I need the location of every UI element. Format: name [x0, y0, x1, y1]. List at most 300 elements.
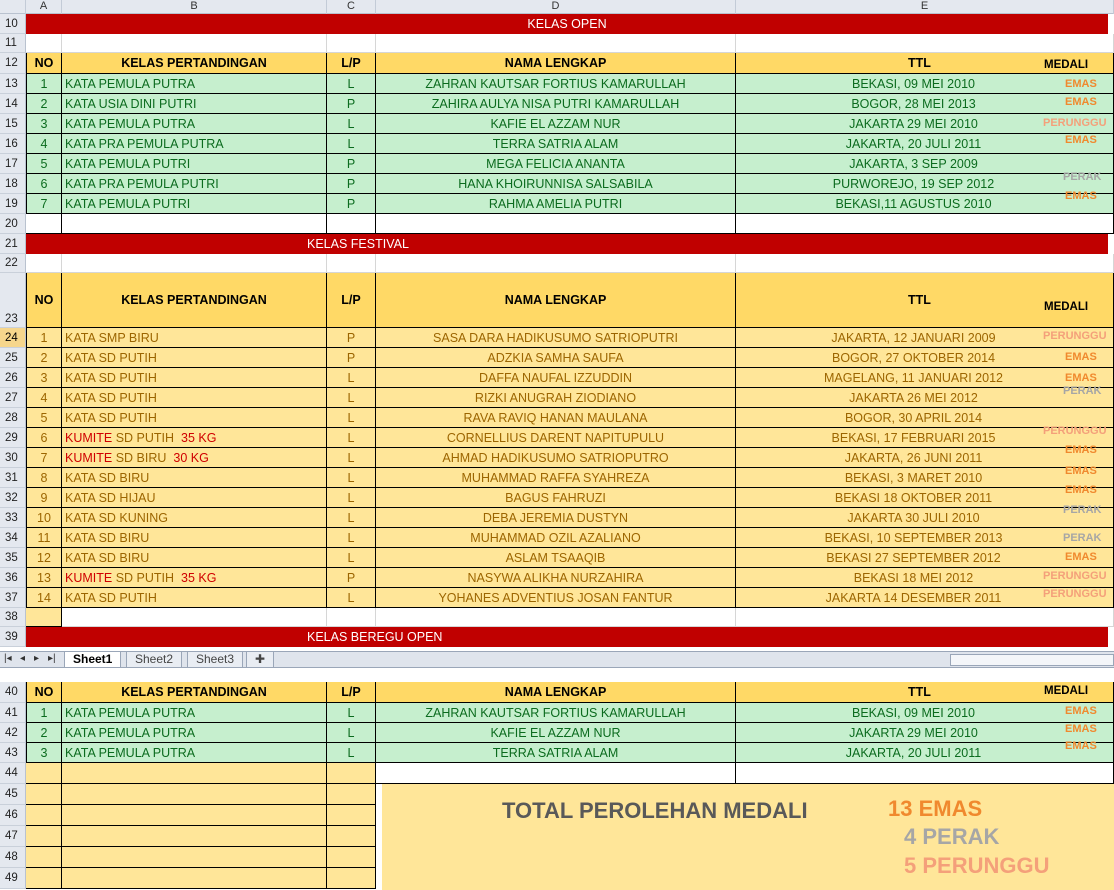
- kelas-label: SD PUTIH: [112, 570, 178, 585]
- cell-no[interactable]: 2: [26, 94, 62, 114]
- section-banner[interactable]: KELAS OPEN: [26, 14, 1108, 34]
- cell-kelas[interactable]: KATA PEMULA PUTRA: [62, 743, 327, 763]
- cell-lp[interactable]: L: [327, 114, 376, 134]
- cell-nama[interactable]: TERRA SATRIA ALAM: [376, 743, 736, 763]
- medal-emas-label: EMAS: [1065, 723, 1097, 735]
- column-header-a[interactable]: A: [26, 0, 62, 14]
- row-number[interactable]: 22: [0, 254, 26, 273]
- header-kelas[interactable]: KELAS PERTANDINGAN: [62, 53, 327, 74]
- horizontal-scrollbar[interactable]: [950, 654, 1114, 666]
- empty-cell[interactable]: [62, 763, 327, 784]
- row-number[interactable]: 12: [0, 53, 26, 74]
- cell-lp[interactable]: P: [327, 348, 376, 368]
- cell-nama[interactable]: BAGUS FAHRUZI: [376, 488, 736, 508]
- empty-cell[interactable]: [736, 34, 1114, 53]
- row-number[interactable]: 34: [0, 528, 26, 548]
- empty-cell[interactable]: [376, 608, 736, 627]
- total-title: TOTAL PEROLEHAN MEDALI: [502, 798, 808, 823]
- header-ttl[interactable]: TTL: [736, 682, 1114, 703]
- cell-kelas[interactable]: KATA PRA PEMULA PUTRA: [62, 134, 327, 154]
- cell-nama[interactable]: ADZKIA SAMHA SAUFA: [376, 348, 736, 368]
- medal-emas-label: EMAS: [1065, 551, 1097, 563]
- pane-split: [0, 668, 1114, 682]
- cell-ttl[interactable]: BEKASI 18 MEI 2012: [736, 568, 1114, 588]
- row-number[interactable]: 23: [0, 273, 26, 328]
- cell-kelas[interactable]: KATA SD BIRU: [62, 528, 327, 548]
- sheet-row: [0, 134, 1114, 154]
- cell-no[interactable]: 7: [26, 194, 62, 214]
- cell-ttl[interactable]: JAKARTA, 20 JULI 2011: [736, 743, 1114, 763]
- sheet-row: [0, 504, 1114, 528]
- header-ttl[interactable]: TTL: [736, 53, 1114, 74]
- cell-kelas[interactable]: KATA SD BIRU: [62, 468, 327, 488]
- empty-cell[interactable]: [26, 826, 62, 847]
- empty-cell[interactable]: [26, 763, 62, 784]
- row-number[interactable]: 40: [0, 682, 26, 703]
- cell-nama[interactable]: NASYWA ALIKHA NURZAHIRA: [376, 568, 736, 588]
- cell-ttl[interactable]: BOGOR, 28 MEI 2013: [736, 94, 1114, 114]
- cell-nama[interactable]: MUHAMMAD RAFFA SYAHREZA: [376, 468, 736, 488]
- cell-kelas[interactable]: KATA SD PUTIH: [62, 408, 327, 428]
- cell-no[interactable]: 1: [26, 328, 62, 348]
- medal-emas-label: EMAS: [1065, 444, 1097, 456]
- cell-lp[interactable]: L: [327, 548, 376, 568]
- weight-label: 30 KG: [169, 450, 209, 465]
- empty-cell[interactable]: [26, 214, 62, 234]
- cell-ttl[interactable]: JAKARTA 14 DESEMBER 2011: [736, 588, 1114, 608]
- cell-lp[interactable]: P: [327, 194, 376, 214]
- sheet-row: [0, 408, 1114, 428]
- row-number[interactable]: 36: [0, 568, 26, 588]
- cell-no[interactable]: 6: [26, 428, 62, 448]
- cell-no[interactable]: 8: [26, 468, 62, 488]
- empty-cell[interactable]: [327, 826, 376, 847]
- cell-lp[interactable]: L: [327, 74, 376, 94]
- cell-ttl[interactable]: JAKARTA, 26 JUNI 2011: [736, 448, 1114, 468]
- header-ttl[interactable]: TTL: [736, 273, 1114, 328]
- cell-nama[interactable]: ASLAM TSAAQIB: [376, 548, 736, 568]
- sheet-tab-3[interactable]: Sheet3: [187, 652, 243, 668]
- cell-kelas[interactable]: KATA PEMULA PUTRI: [62, 194, 327, 214]
- column-header-d[interactable]: D: [376, 0, 736, 14]
- medal-emas-label: EMAS: [1065, 96, 1097, 108]
- cell-lp[interactable]: L: [327, 468, 376, 488]
- sheet-row: [0, 763, 1114, 784]
- cell-kelas[interactable]: KATA SD KUNING: [62, 508, 327, 528]
- empty-cell[interactable]: [376, 763, 736, 784]
- empty-cell[interactable]: [26, 868, 62, 889]
- empty-cell[interactable]: [62, 868, 327, 889]
- row-number[interactable]: 14: [0, 94, 26, 114]
- header-no[interactable]: NO: [26, 53, 62, 74]
- sheet-row: [0, 444, 1114, 468]
- cell-nama[interactable]: ZAHIRA AULYA NISA PUTRI KAMARULLAH: [376, 94, 736, 114]
- row-number[interactable]: 38: [0, 608, 26, 627]
- header-no[interactable]: NO: [26, 682, 62, 703]
- empty-cell[interactable]: [62, 214, 327, 234]
- empty-cell[interactable]: [327, 805, 376, 826]
- cell-nama[interactable]: RIZKI ANUGRAH ZIODIANO: [376, 388, 736, 408]
- cell-lp[interactable]: L: [327, 528, 376, 548]
- header-nama[interactable]: NAMA LENGKAP: [376, 682, 736, 703]
- sheet-row: [0, 465, 1114, 488]
- empty-cell[interactable]: [327, 763, 376, 784]
- header-no[interactable]: NO: [26, 273, 62, 328]
- cell-lp[interactable]: P: [327, 94, 376, 114]
- cell-no[interactable]: 13: [26, 568, 62, 588]
- last-sheet-icon[interactable]: ▸|: [48, 653, 56, 664]
- sheet-row: [0, 74, 1114, 94]
- row-number[interactable]: 15: [0, 114, 26, 134]
- cell-nama[interactable]: HANA KHOIRUNNISA SALSABILA: [376, 174, 736, 194]
- cell-lp[interactable]: L: [327, 368, 376, 388]
- cell-lp[interactable]: L: [327, 388, 376, 408]
- cell-kelas[interactable]: [62, 428, 327, 448]
- empty-cell[interactable]: [376, 34, 736, 53]
- first-sheet-icon[interactable]: |◂: [4, 653, 12, 664]
- empty-cell[interactable]: [736, 763, 1114, 784]
- cell-lp[interactable]: L: [327, 448, 376, 468]
- medal-perunggu-label: PERUNGGU: [1043, 588, 1107, 600]
- column-header-e[interactable]: E: [736, 0, 1114, 14]
- row-number[interactable]: 26: [0, 368, 26, 388]
- row-number[interactable]: 11: [0, 34, 26, 53]
- medal-emas-label: EMAS: [1065, 78, 1097, 90]
- cell-nama[interactable]: TERRA SATRIA ALAM: [376, 134, 736, 154]
- cell-no[interactable]: 9: [26, 488, 62, 508]
- cell-nama[interactable]: DEBA JEREMIA DUSTYN: [376, 508, 736, 528]
- row-number[interactable]: 48: [0, 847, 26, 868]
- section-banner[interactable]: KELAS BEREGU OPEN: [26, 627, 1108, 647]
- cell-lp[interactable]: L: [327, 743, 376, 763]
- cell-lp[interactable]: L: [327, 134, 376, 154]
- cell-ttl[interactable]: BEKASI, 17 FEBRUARI 2015: [736, 428, 1114, 448]
- row-number[interactable]: 37: [0, 588, 26, 608]
- header-lp[interactable]: L/P: [327, 53, 376, 74]
- row-number[interactable]: 49: [0, 868, 26, 889]
- cell-no[interactable]: 3: [26, 368, 62, 388]
- cell-lp[interactable]: P: [327, 568, 376, 588]
- header-nama[interactable]: NAMA LENGKAP: [376, 53, 736, 74]
- cell-kelas[interactable]: KATA PRA PEMULA PUTRI: [62, 174, 327, 194]
- cell-lp[interactable]: P: [327, 154, 376, 174]
- cell-no[interactable]: 4: [26, 134, 62, 154]
- sheet-row: [0, 114, 1114, 134]
- cell-kelas[interactable]: KATA PEMULA PUTRA: [62, 114, 327, 134]
- empty-cell[interactable]: [62, 34, 327, 53]
- medal-perunggu-label: PERUNGGU: [1043, 330, 1107, 342]
- cell-ttl[interactable]: BOGOR, 27 OKTOBER 2014: [736, 348, 1114, 368]
- row-number[interactable]: 17: [0, 154, 26, 174]
- cell-lp[interactable]: P: [327, 174, 376, 194]
- cell-lp[interactable]: L: [327, 588, 376, 608]
- sheet-row: [0, 484, 1114, 508]
- cell-nama[interactable]: KAFIE EL AZZAM NUR: [376, 114, 736, 134]
- column-header-b[interactable]: B: [62, 0, 327, 14]
- row-number[interactable]: 33: [0, 508, 26, 528]
- cell-no[interactable]: 4: [26, 388, 62, 408]
- row-number[interactable]: 10: [0, 14, 26, 34]
- cell-nama[interactable]: ZAHRAN KAUTSAR FORTIUS KAMARULLAH: [376, 703, 736, 723]
- total-emas: 13 EMAS: [888, 796, 983, 821]
- row-number[interactable]: 44: [0, 763, 26, 784]
- insert-sheet-icon[interactable]: ✚: [246, 652, 274, 668]
- medal-emas-label: EMAS: [1065, 465, 1097, 477]
- cell-nama[interactable]: KAFIE EL AZZAM NUR: [376, 723, 736, 743]
- row-number[interactable]: 42: [0, 723, 26, 743]
- medal-emas-label: EMAS: [1065, 740, 1097, 752]
- sheet-row: [0, 608, 1114, 627]
- header-kelas[interactable]: KELAS PERTANDINGAN: [62, 273, 327, 328]
- cell-nama[interactable]: DAFFA NAUFAL IZZUDDIN: [376, 368, 736, 388]
- row-number[interactable]: 47: [0, 826, 26, 847]
- row-number[interactable]: 32: [0, 488, 26, 508]
- cell-no[interactable]: 11: [26, 528, 62, 548]
- prev-sheet-icon[interactable]: ◂: [20, 653, 26, 664]
- empty-cell[interactable]: [376, 254, 736, 273]
- row-number[interactable]: 16: [0, 134, 26, 154]
- cell-ttl[interactable]: MAGELANG, 11 JANUARI 2012: [736, 368, 1114, 388]
- column-header-bar: [0, 0, 1114, 14]
- cell-lp[interactable]: P: [327, 328, 376, 348]
- row-number[interactable]: 25: [0, 348, 26, 368]
- cell-kelas[interactable]: KATA PEMULA PUTRI: [62, 154, 327, 174]
- header-medali: MEDALI: [1044, 301, 1089, 313]
- row-number[interactable]: 19: [0, 194, 26, 214]
- cell-nama[interactable]: ZAHRAN KAUTSAR FORTIUS KAMARULLAH: [376, 74, 736, 94]
- cell-no[interactable]: 3: [26, 114, 62, 134]
- empty-cell[interactable]: [26, 847, 62, 868]
- cell-ttl[interactable]: JAKARTA 29 MEI 2010: [736, 114, 1114, 134]
- sheet-row: [0, 154, 1114, 174]
- cell-ttl[interactable]: BEKASI, 09 MEI 2010: [736, 703, 1114, 723]
- cell-nama[interactable]: RAHMA AMELIA PUTRI: [376, 194, 736, 214]
- column-header-c[interactable]: C: [327, 0, 376, 14]
- cell-no[interactable]: 5: [26, 408, 62, 428]
- empty-cell[interactable]: [327, 784, 376, 805]
- row-number[interactable]: 21: [0, 234, 26, 254]
- cell-ttl[interactable]: BEKASI, 09 MEI 2010: [736, 74, 1114, 94]
- medal-perak-label: PERAK: [1063, 504, 1102, 516]
- row-number[interactable]: 39: [0, 627, 26, 647]
- cell-ttl[interactable]: BEKASI 18 OKTOBER 2011: [736, 488, 1114, 508]
- cell-nama[interactable]: RAVA RAVIQ HANAN MAULANA: [376, 408, 736, 428]
- cell-nama[interactable]: MUHAMMAD OZIL AZALIANO: [376, 528, 736, 548]
- row-number[interactable]: 18: [0, 174, 26, 194]
- cell-no[interactable]: 3: [26, 743, 62, 763]
- sheet-row: [0, 847, 1114, 868]
- sheet-tab-1[interactable]: Sheet1: [64, 652, 121, 668]
- cell-no[interactable]: 10: [26, 508, 62, 528]
- empty-cell[interactable]: [327, 847, 376, 868]
- header-medali: MEDALI: [1044, 685, 1089, 697]
- empty-cell[interactable]: [327, 868, 376, 889]
- weight-label: 35 KG: [177, 430, 217, 445]
- empty-cell[interactable]: [62, 254, 327, 273]
- cell-ttl[interactable]: BEKASI 27 SEPTEMBER 2012: [736, 548, 1114, 568]
- sheet-row: [0, 214, 1114, 234]
- row-number[interactable]: 41: [0, 703, 26, 723]
- cell-no[interactable]: 6: [26, 174, 62, 194]
- cell-ttl[interactable]: PURWOREJO, 19 SEP 2012: [736, 174, 1114, 194]
- empty-cell[interactable]: [62, 784, 327, 805]
- empty-cell[interactable]: [327, 254, 376, 273]
- row-number[interactable]: 30: [0, 448, 26, 468]
- empty-cell[interactable]: [736, 608, 1114, 627]
- header-lp[interactable]: L/P: [327, 273, 376, 328]
- sheet-row: [0, 568, 1114, 588]
- cell-ttl[interactable]: JAKARTA, 3 SEP 2009: [736, 154, 1114, 174]
- row-number[interactable]: 24: [0, 328, 26, 348]
- medal-perunggu-label: PERUNGGU: [1043, 425, 1107, 437]
- cell-nama[interactable]: AHMAD HADIKUSUMO SATRIOPUTRO: [376, 448, 736, 468]
- cell-lp[interactable]: L: [327, 408, 376, 428]
- empty-cell[interactable]: [376, 214, 736, 234]
- cell-ttl[interactable]: JAKARTA 30 JULI 2010: [736, 508, 1114, 528]
- next-sheet-icon[interactable]: ▸: [34, 653, 40, 664]
- row-number[interactable]: 46: [0, 805, 26, 826]
- row-number[interactable]: 13: [0, 74, 26, 94]
- empty-cell[interactable]: [62, 805, 327, 826]
- sheet-row: [0, 868, 1114, 889]
- sheet-row: [0, 368, 1114, 388]
- cell-kelas[interactable]: KATA SD BIRU: [62, 548, 327, 568]
- row-number[interactable]: 45: [0, 784, 26, 805]
- cell-no[interactable]: 7: [26, 448, 62, 468]
- empty-cell[interactable]: [62, 608, 327, 627]
- cell-ttl[interactable]: JAKARTA, 20 JULI 2011: [736, 134, 1114, 154]
- cell-no[interactable]: 1: [26, 74, 62, 94]
- row-number[interactable]: 31: [0, 468, 26, 488]
- cell-nama[interactable]: MEGA FELICIA ANANTA: [376, 154, 736, 174]
- empty-cell[interactable]: [26, 805, 62, 826]
- empty-cell[interactable]: [327, 214, 376, 234]
- kumite-label: KUMITE: [65, 570, 113, 585]
- medal-emas-label: EMAS: [1065, 134, 1097, 146]
- cell-nama[interactable]: CORNELLIUS DARENT NAPITUPULU: [376, 428, 736, 448]
- sheet-row: [0, 425, 1114, 448]
- cell-kelas[interactable]: KATA SD PUTIH: [62, 388, 327, 408]
- cell-nama[interactable]: SASA DARA HADIKUSUMO SATRIOPUTRI: [376, 328, 736, 348]
- medal-emas-label: EMAS: [1065, 484, 1097, 496]
- row-number[interactable]: 28: [0, 408, 26, 428]
- total-perak: 4 PERAK: [904, 824, 1000, 849]
- cell-kelas[interactable]: KATA SMP BIRU: [62, 328, 327, 348]
- row-number[interactable]: 20: [0, 214, 26, 234]
- empty-cell[interactable]: [736, 214, 1114, 234]
- sheet-row: [0, 723, 1114, 743]
- sheet-tabs-bar: [0, 651, 1114, 668]
- medal-emas-label: EMAS: [1065, 190, 1097, 202]
- cell-ttl[interactable]: BEKASI, 3 MARET 2010: [736, 468, 1114, 488]
- cell-kelas[interactable]: KATA SD PUTIH: [62, 368, 327, 388]
- header-medali: MEDALI: [1044, 59, 1089, 71]
- section-banner[interactable]: KELAS FESTIVAL: [26, 234, 1108, 254]
- sheet-row: [0, 805, 1114, 826]
- header-kelas[interactable]: KELAS PERTANDINGAN: [62, 682, 327, 703]
- cell-lp[interactable]: L: [327, 723, 376, 743]
- cell-kelas[interactable]: [62, 568, 327, 588]
- cell-lp[interactable]: L: [327, 508, 376, 528]
- cell-ttl[interactable]: JAKARTA, 12 JANUARI 2009: [736, 328, 1114, 348]
- empty-cell[interactable]: [736, 254, 1114, 273]
- cell-no[interactable]: 2: [26, 723, 62, 743]
- kumite-label: KUMITE: [65, 450, 113, 465]
- header-nama[interactable]: NAMA LENGKAP: [376, 273, 736, 328]
- kelas-label: SD PUTIH: [112, 430, 178, 445]
- cell-ttl[interactable]: BEKASI, 10 SEPTEMBER 2013: [736, 528, 1114, 548]
- sheet-row: [0, 784, 1114, 805]
- empty-cell[interactable]: [327, 34, 376, 53]
- sheet-row: [0, 171, 1114, 194]
- medal-emas-label: EMAS: [1065, 372, 1097, 384]
- sheet-row: [0, 34, 1114, 53]
- cell-kelas[interactable]: KATA PEMULA PUTRA: [62, 703, 327, 723]
- sheet-row: [0, 14, 1114, 34]
- row-number[interactable]: 43: [0, 743, 26, 763]
- cell-kelas[interactable]: KATA PEMULA PUTRA: [62, 74, 327, 94]
- cell-ttl[interactable]: BEKASI,11 AGUSTUS 2010: [736, 194, 1114, 214]
- sheet-row: [0, 528, 1114, 548]
- cell-kelas[interactable]: KATA SD PUTIH: [62, 348, 327, 368]
- cell-ttl[interactable]: BOGOR, 30 APRIL 2014: [736, 408, 1114, 428]
- empty-cell[interactable]: [26, 784, 62, 805]
- cell-kelas[interactable]: KATA PEMULA PUTRA: [62, 723, 327, 743]
- kelas-label: SD BIRU: [112, 450, 170, 465]
- empty-cell[interactable]: [327, 608, 376, 627]
- empty-cell[interactable]: [62, 826, 327, 847]
- sheet-row: [0, 682, 1114, 703]
- sheet-tab-2[interactable]: Sheet2: [126, 652, 182, 668]
- cell-no[interactable]: 1: [26, 703, 62, 723]
- cell-kelas[interactable]: KATA SD HIJAU: [62, 488, 327, 508]
- sheet-row: [0, 328, 1114, 348]
- sheet-row: [0, 254, 1114, 273]
- header-lp[interactable]: L/P: [327, 682, 376, 703]
- empty-cell[interactable]: [26, 34, 62, 53]
- cell-no[interactable]: 14: [26, 588, 62, 608]
- medal-perunggu-label: PERUNGGU: [1043, 117, 1107, 129]
- sheet-row: [0, 190, 1114, 214]
- cell-no[interactable]: 5: [26, 154, 62, 174]
- cell-lp[interactable]: L: [327, 488, 376, 508]
- sheet-row: [0, 740, 1114, 763]
- cell-lp[interactable]: L: [327, 428, 376, 448]
- cell-kelas[interactable]: [62, 448, 327, 468]
- sheet-row: [0, 548, 1114, 568]
- cell-no[interactable]: 2: [26, 348, 62, 368]
- row-number[interactable]: 35: [0, 548, 26, 568]
- row-number[interactable]: 29: [0, 428, 26, 448]
- medal-emas-label: EMAS: [1065, 705, 1097, 717]
- medal-emas-label: EMAS: [1065, 351, 1097, 363]
- cell-kelas[interactable]: KATA SD PUTIH: [62, 588, 327, 608]
- cell-ttl[interactable]: JAKARTA 29 MEI 2010: [736, 723, 1114, 743]
- cell-lp[interactable]: L: [327, 703, 376, 723]
- empty-cell[interactable]: [26, 608, 62, 627]
- total-perunggu: 5 PERUNGGU: [904, 853, 1050, 878]
- cell-no[interactable]: 12: [26, 548, 62, 568]
- row-number[interactable]: 27: [0, 388, 26, 408]
- corner-select-all[interactable]: [0, 0, 26, 14]
- sheet-row: [0, 826, 1114, 847]
- cell-kelas[interactable]: KATA USIA DINI PUTRI: [62, 94, 327, 114]
- empty-cell[interactable]: [62, 847, 327, 868]
- sheet-row: [0, 588, 1114, 608]
- cell-ttl[interactable]: JAKARTA 26 MEI 2012: [736, 388, 1114, 408]
- empty-cell[interactable]: [26, 254, 62, 273]
- cell-nama[interactable]: YOHANES ADVENTIUS JOSAN FANTUR: [376, 588, 736, 608]
